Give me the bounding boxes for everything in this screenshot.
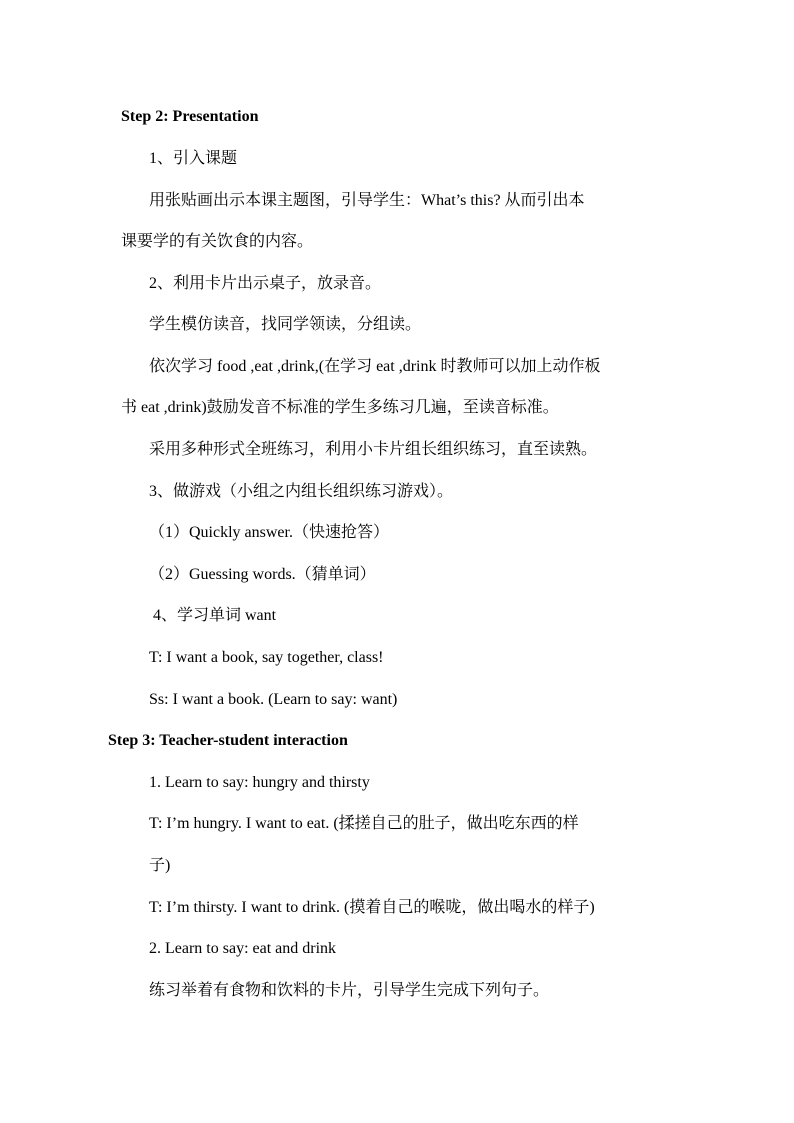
step3-item1-title: 1. Learn to say: hungry and thirsty — [149, 774, 370, 791]
step2-item2-text3: 采用多种形式全班练习，利用小卡片组长组织练习，直至读熟。 — [149, 441, 598, 458]
step2-item3-title: 3、做游戏（小组之内组长组织练习游戏）。 — [149, 483, 454, 500]
step2-item3-game1: （1）Quickly answer.（快速抢答） — [149, 524, 389, 541]
step3-item1-t1-line1: T: I’m hungry. I want to eat. (揉搓自己的肚子，做出吃东西的样 — [149, 815, 579, 832]
step3-item2-title: 2. Learn to say: eat and drink — [149, 940, 337, 957]
step2-item2-text2-line1: 依次学习 food ,eat ,drink,(在学习 eat ,drink 时教师可以加上动作板 — [149, 358, 601, 375]
step2-item1-text-line1: 用张贴画出示本课主题图，引导学生：What’s this? 从而引出本 — [149, 192, 585, 209]
step2-item2-title: 2、利用卡片出示桌子，放录音。 — [149, 275, 382, 292]
step3-heading: Step 3: Teacher-student interaction — [108, 732, 348, 749]
step2-item4-students: Ss: I want a book. (Learn to say: want) — [149, 691, 398, 708]
step3-item1-t1-line2: 子) — [149, 857, 171, 874]
step2-heading: Step 2: Presentation — [121, 108, 259, 125]
step3-item2-text: 练习举着有食物和饮料的卡片，引导学生完成下列句子。 — [149, 982, 550, 999]
step2-item3-game2: （2）Guessing words.（猜单词） — [149, 566, 376, 583]
step2-item2-text1: 学生模仿读音，找同学领读，分组读。 — [149, 316, 422, 333]
step2-item4-title: 4、学习单词 want — [153, 607, 277, 624]
step2-item2-text2-line2: 书 eat ,drink)鼓励发音不标准的学生多练习几遍，至读音标准。 — [121, 399, 559, 416]
step2-item1-text-line2: 课要学的有关饮食的内容。 — [121, 233, 314, 250]
step3-item1-t2: T: I’m thirsty. I want to drink. (摸着自己的喉咙，做出喝水的样子) — [149, 899, 595, 916]
step2-item4-teacher: T: I want a book, say together, class! — [149, 649, 384, 666]
step2-item1-title: 1、引入课题 — [149, 150, 238, 167]
